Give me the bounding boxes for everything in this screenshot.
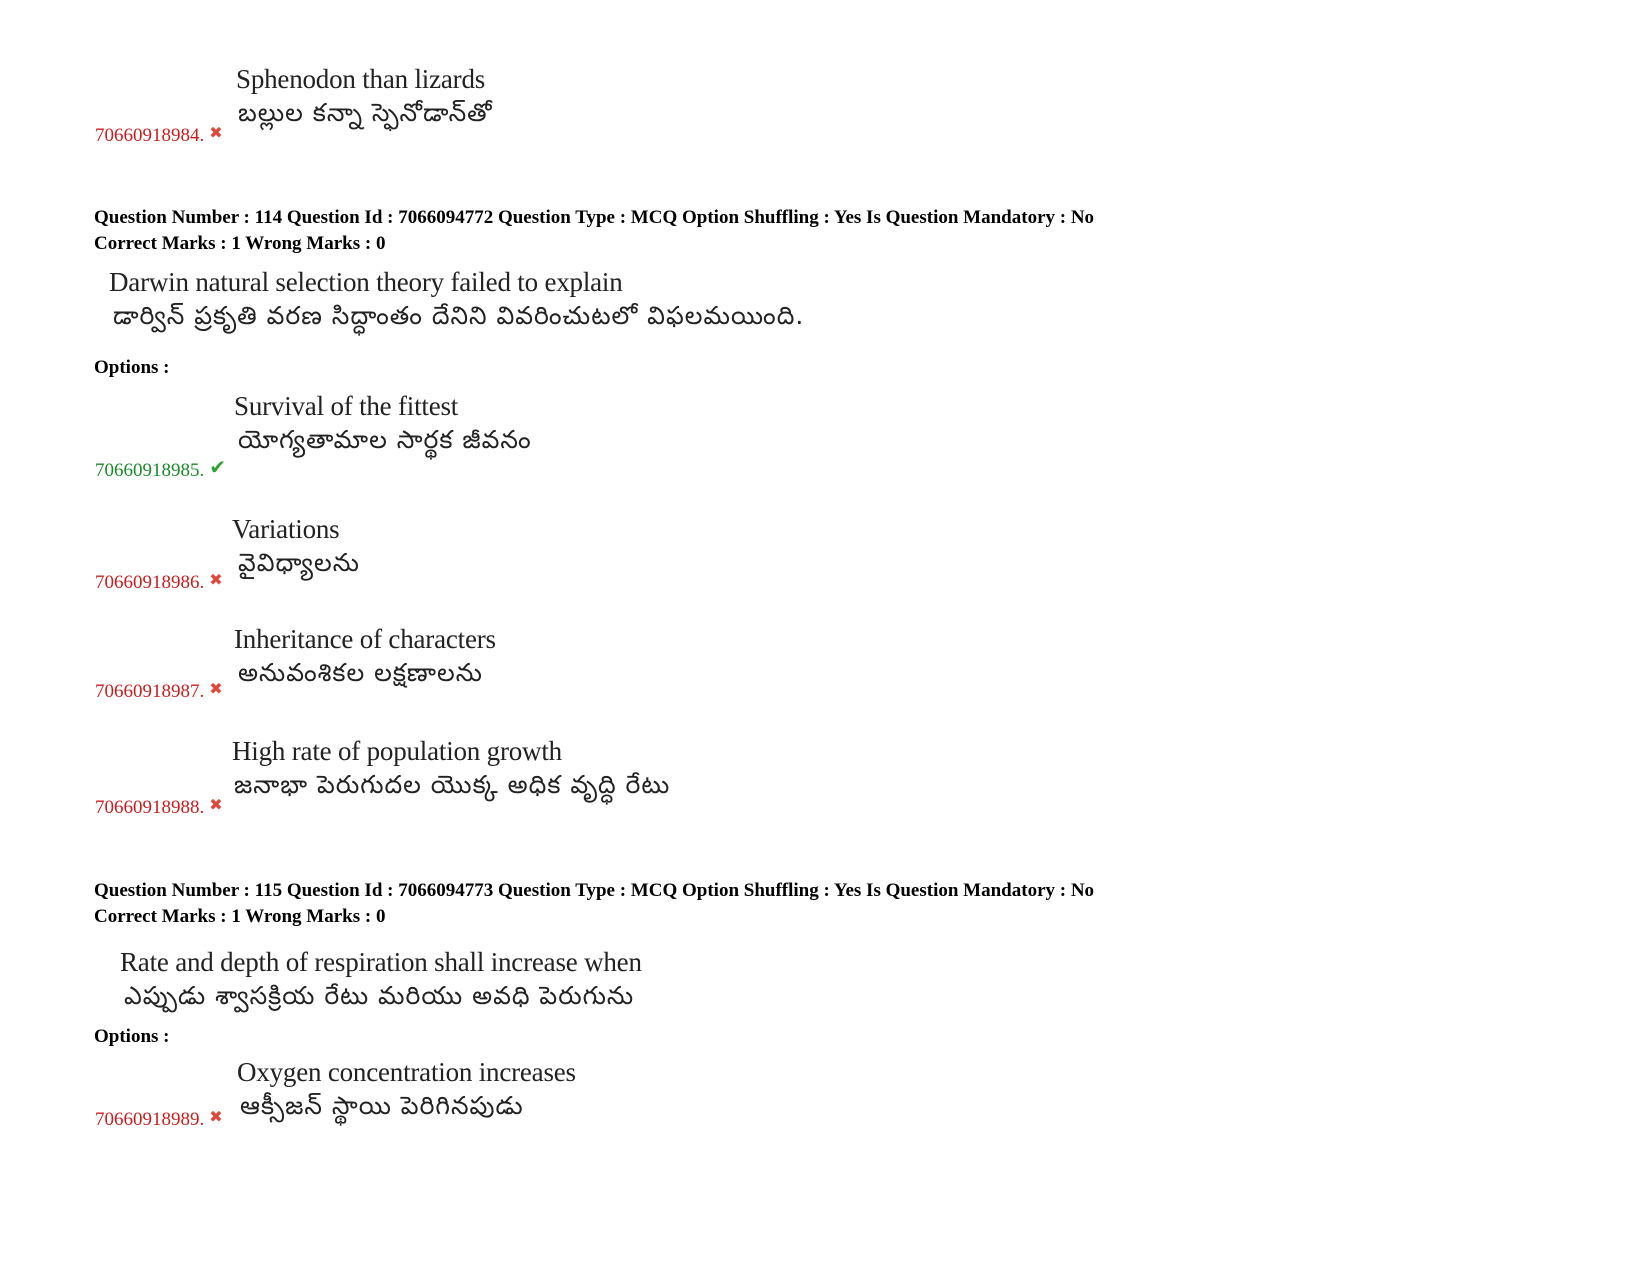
- question-meta: Question Number : 115 Question Id : 7066094773 Question Type : MCQ Option Shuffling : Yes Is Question Mandatory : No: [94, 880, 1095, 901]
- question-text-telugu: ఎప్పుడు శ్వాసక్రియ రేటు మరియు అవధి పెరుగును: [124, 981, 635, 1010]
- option-id-label: 70660918988.: [95, 797, 205, 818]
- option-text-english: Variations: [232, 514, 340, 544]
- cross-icon: ✖: [209, 681, 223, 698]
- option-id: [95, 457, 226, 482]
- cross-icon: ✖: [209, 572, 223, 589]
- option-text-english: Sphenodon than lizards: [236, 64, 486, 94]
- option-id: [95, 681, 223, 703]
- option-id-label: 70660918986.: [95, 572, 205, 593]
- option-id: [95, 125, 223, 147]
- options-label: Options :: [94, 357, 170, 378]
- question-text-english: Rate and depth of respiration shall increase when: [120, 947, 642, 977]
- option-id-label: 70660918985.: [95, 460, 205, 481]
- option-text-telugu: జనాభా పెరుగుదల యొక్క అధిక వృద్ధి రేటు: [234, 770, 671, 799]
- option-id: [95, 1109, 223, 1131]
- cross-icon: ✖: [209, 1109, 223, 1126]
- option-text-english: High rate of population growth: [232, 736, 562, 766]
- option-text-english: Inheritance of characters: [234, 624, 496, 654]
- option-id-label: 70660918989.: [95, 1109, 205, 1130]
- question-text-telugu: డార్విన్ ప్రకృతి వరణ సిద్ధాంతం దేనిని వివరించుటలో విఫలమయింది.: [113, 301, 805, 330]
- question-text-english: Darwin natural selection theory failed to explain: [109, 267, 623, 297]
- cross-icon: ✖: [209, 125, 223, 142]
- check-icon: ✔: [209, 457, 227, 479]
- option-text-telugu: అనువంశికల లక్షణాలను: [238, 658, 483, 687]
- option-text-english: Survival of the fittest: [234, 391, 459, 421]
- question-marks: Correct Marks : 1 Wrong Marks : 0: [94, 233, 386, 254]
- option-text-telugu: వైవిధ్యాలను: [238, 548, 360, 577]
- question-meta: Question Number : 114 Question Id : 7066094772 Question Type : MCQ Option Shuffling : Yes Is Question Mandatory : No: [94, 207, 1095, 228]
- option-text-telugu: బల్లుల కన్నా స్ఫెనోడాన్‌తో: [238, 98, 493, 127]
- option-id: [95, 797, 223, 819]
- option-id-label: 70660918984.: [95, 125, 205, 146]
- option-id-label: 70660918987.: [95, 681, 205, 702]
- cross-icon: ✖: [209, 797, 223, 814]
- option-id: [95, 572, 223, 594]
- question-marks: Correct Marks : 1 Wrong Marks : 0: [94, 906, 386, 927]
- options-label: Options :: [94, 1026, 170, 1047]
- option-text-telugu: ఆక్సీజన్ స్థాయి పెరిగినపుడు: [240, 1091, 524, 1120]
- option-text-telugu: యోగ్యతామాల సార్థక జీవనం: [238, 425, 532, 454]
- option-text-english: Oxygen concentration increases: [237, 1057, 576, 1087]
